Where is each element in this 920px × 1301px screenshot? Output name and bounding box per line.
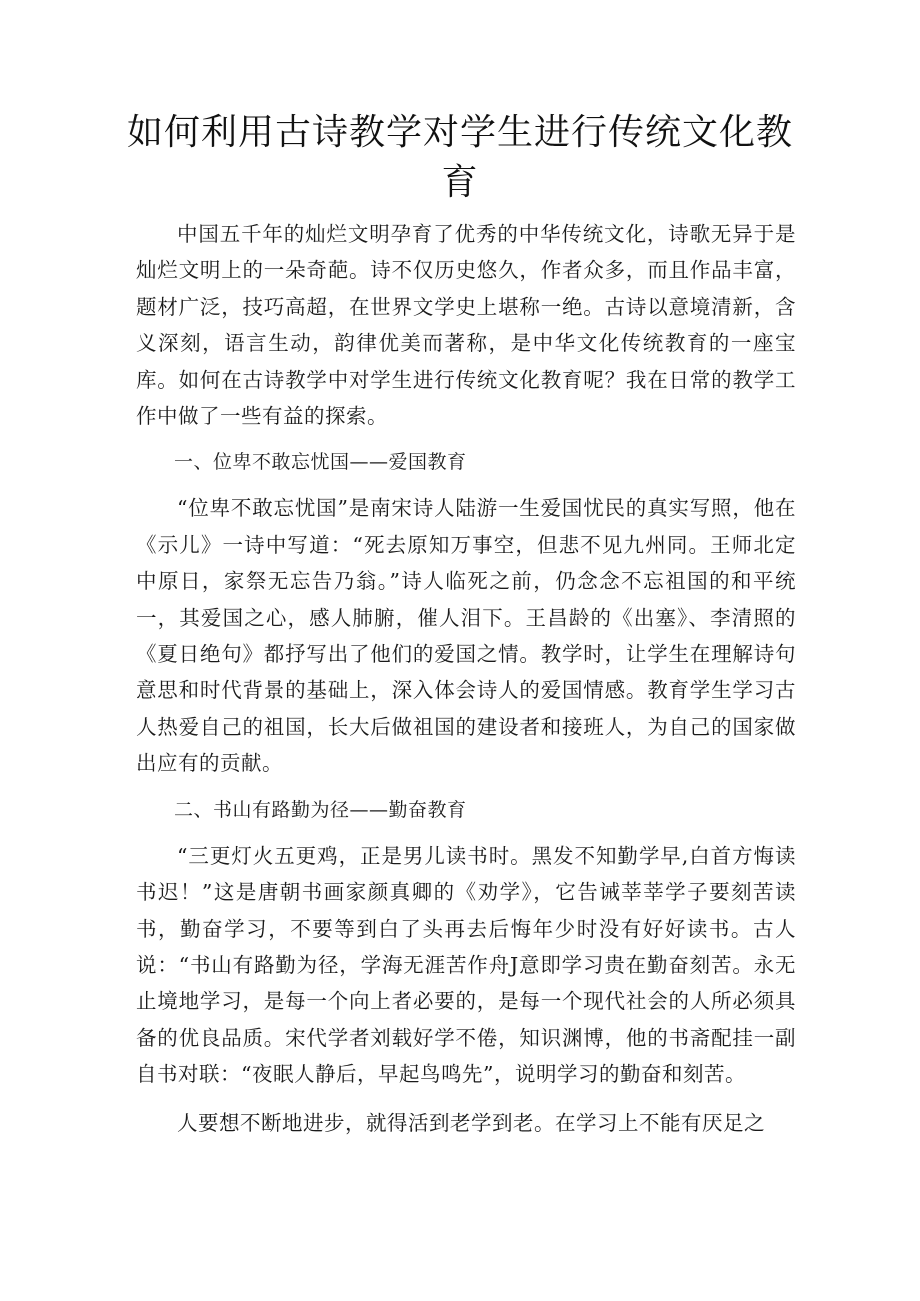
- spacer: [136, 782, 796, 792]
- document-body: [136, 216, 796, 1141]
- section-heading-1: 一、位卑不敢忘忧国——爱国教育: [174, 451, 467, 474]
- section-2-paragraph-2: 人要想不断地进步，就得活到老学到老。在学习上不能有厌足之: [177, 1110, 765, 1135]
- spacer: [136, 828, 796, 838]
- title-line-2: 育: [441, 162, 479, 203]
- spacer: [136, 480, 796, 490]
- section-1-paragraph: “位卑不敢忘忧国”是南宋诗人陆游一生爱国忧民的真实写照，他在《示儿》一诗中写道：“死去原知万事空，但悲不见九州同。王师北定中原日，家祭无忘告乃翁。”诗人临死之前，仍念念不忘祖国的和平统一，其爱国之心，感人肺腑，催人泪下。王昌龄的《出塞》、李清照的《夏日绝句》都抒写出了他们的爱国之情。教学时，让学生在理解诗句意思和时代背景的基础上，深入体会诗人的爱国情感。教育学生学习古人热爱自己的祖国，长大后做祖国的建设者和接班人，为自己的国家做出应有的贡献。: [136, 496, 796, 776]
- page-title: [120, 108, 800, 208]
- spacer: [136, 1093, 796, 1105]
- section-heading-2: 二、书山有路勤为径——勤奋教育: [174, 798, 467, 821]
- spacer: [136, 434, 796, 444]
- title-line-1: 如何利用古诗教学对学生进行传统文化教: [126, 112, 793, 153]
- intro-paragraph: 中国五千年的灿烂文明孕育了优秀的中华传统文化，诗歌无异于是灿烂文明上的一朵奇葩。诗不仅历史悠久，作者众多，而且作品丰富，题材广泛，技巧高超，在世界文学史上堪称一绝。古诗以意境清新，含义深刻，语言生动，韵律优美而著称，是中华文化传统教育的一座宝库。如何在古诗教学中对学生进行传统文化教育呢？我在日常的教学工作中做了一些有益的探索。: [136, 222, 796, 429]
- section-2-paragraph: “三更灯火五更鸡，正是男儿读书时。黑发不知勤学早,白首方悔读书迟！”这是唐朝书画家颜真卿的《劝学》，它告诫莘莘学子要刻苦读书，勤奋学习，不要等到白了头再去后悔年少时没有好好读书。古人说：“书山有路勤为径，学海无涯苦作舟J意即学习贵在勤奋刻苦。永无止境地学习，是每一个向上者必要的，是每一个现代社会的人所必须具备的优良品质。宋代学者刘载好学不倦，知识渊博，他的书斋配挂一副自书对联：“夜眠人静后，早起鸟鸣先”，说明学习的勤奋和刻苦。: [136, 843, 796, 1087]
